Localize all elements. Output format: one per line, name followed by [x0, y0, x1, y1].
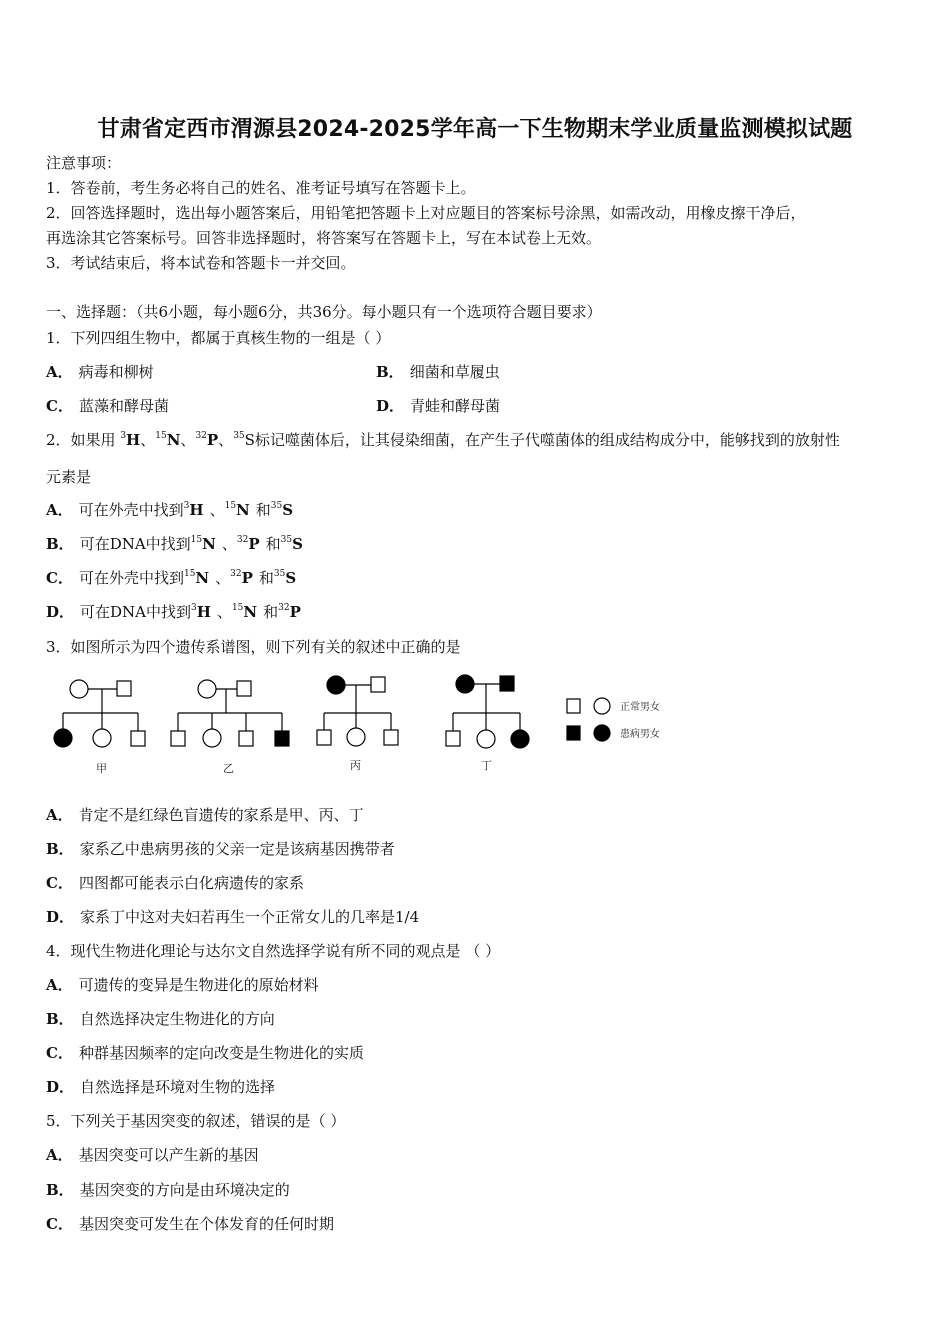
- pedigree-legend: [567, 698, 610, 741]
- notice-item-3: 3．考试结束后，将本试卷和答题卡一并交回。: [46, 254, 356, 272]
- q2-option-c: C． 可在外壳中找到$^{15}$N 、$^{32}$P 和$^{35}$S: [46, 569, 297, 587]
- q4-option-d: D． 自然选择是环境对生物的选择: [46, 1078, 276, 1096]
- notice-header: 注意事项：: [46, 154, 122, 172]
- pedigree-ding: [446, 675, 529, 748]
- question-1-stem: 1．下列四组生物中，都属于真核生物的一组是（ ）: [46, 329, 391, 347]
- pedigree-yi: [171, 680, 289, 747]
- q4-option-c: C． 种群基因频率的定向改变是生物进化的实质: [46, 1044, 364, 1062]
- label-jia: 甲: [96, 762, 107, 775]
- section-heading: 一、选择题：（共6小题，每小题6分，共36分。每小题只有一个选项符合题目要求）: [46, 303, 602, 321]
- q2-option-a: A． 可在外壳中找到$^3$H 、$^{15}$N 和$^{35}$S: [46, 501, 294, 519]
- question-2-stem: 2．如果用 $^3$H、$^{15}$N、$^{32}$P、$^{35}$S标记噬菌体后，让其侵染细菌，在产生子代噬菌体的组成结构成分中，能够找到的放射性: [46, 431, 840, 449]
- q1-option-c: C． 蓝藻和酵母菌: [46, 397, 169, 415]
- q1-option-d: D． 青蛙和酵母菌: [376, 397, 501, 415]
- q2-option-d: D． 可在DNA中找到$^3$H 、$^{15}$N 和$^{32}$P: [46, 603, 301, 621]
- pedigree-bing: [317, 676, 398, 746]
- pedigree-jia: [54, 680, 145, 747]
- notice-item-2: 2．回答选择题时，选出每小题答案后，用铅笔把答题卡上对应题目的答案标号涂黑，如需改动，用橡皮擦干净后，: [46, 204, 806, 222]
- legend-normal-label: 正常男女: [620, 702, 660, 713]
- pedigree-figure: [46, 668, 686, 783]
- q5-option-b: B． 基因突变的方向是由环境决定的: [46, 1181, 290, 1199]
- q1-option-a: A． 病毒和柳树: [46, 363, 154, 381]
- page-title: 甘肃省定西市渭源县2024-2025学年高一下生物期末学业质量监测模拟试题: [97, 117, 853, 142]
- label-bing: 丙: [350, 759, 361, 772]
- q5-option-a: A． 基因突变可以产生新的基因: [46, 1146, 259, 1164]
- q3-option-d: D． 家系丁中这对夫妇若再生一个正常女儿的几率是1/4: [46, 908, 420, 926]
- q4-option-a: A． 可遗传的变异是生物进化的原始材料: [46, 976, 319, 994]
- q2-option-b: B． 可在DNA中找到$^{15}$N 、$^{32}$P 和$^{35}$S: [46, 535, 303, 553]
- question-4-stem: 4．现代生物进化理论与达尔文自然选择学说有所不同的观点是 （ ）: [46, 942, 501, 960]
- question-3-stem: 3．如图所示为四个遗传系谱图，则下列有关的叙述中正确的是: [46, 638, 461, 656]
- q4-option-b: B． 自然选择决定生物进化的方向: [46, 1010, 275, 1028]
- notice-item-1: 1．答卷前，考生务必将自己的姓名、准考证号填写在答题卡上。: [46, 179, 476, 197]
- q1-option-b: B． 细菌和草履虫: [376, 363, 500, 381]
- notice-item-2-cont: 再选涂其它答案标号。回答非选择题时，将答案写在答题卡上，写在本试卷上无效。: [46, 229, 602, 247]
- q5-option-c: C． 基因突变可发生在个体发育的任何时期: [46, 1215, 334, 1233]
- question-5-stem: 5．下列关于基因突变的叙述，错误的是（ ）: [46, 1112, 346, 1130]
- q3-option-c: C． 四图都可能表示白化病遗传的家系: [46, 874, 304, 892]
- label-yi: 乙: [223, 762, 234, 775]
- q3-option-b: B． 家系乙中患病男孩的父亲一定是该病基因携带者: [46, 840, 395, 858]
- q3-option-a: A． 肯定不是红绿色盲遗传的家系是甲、丙、丁: [46, 806, 364, 824]
- label-ding: 丁: [481, 759, 492, 772]
- legend-affected-label: 患病男女: [620, 729, 660, 740]
- question-2-stem-cont: 元素是: [46, 468, 92, 486]
